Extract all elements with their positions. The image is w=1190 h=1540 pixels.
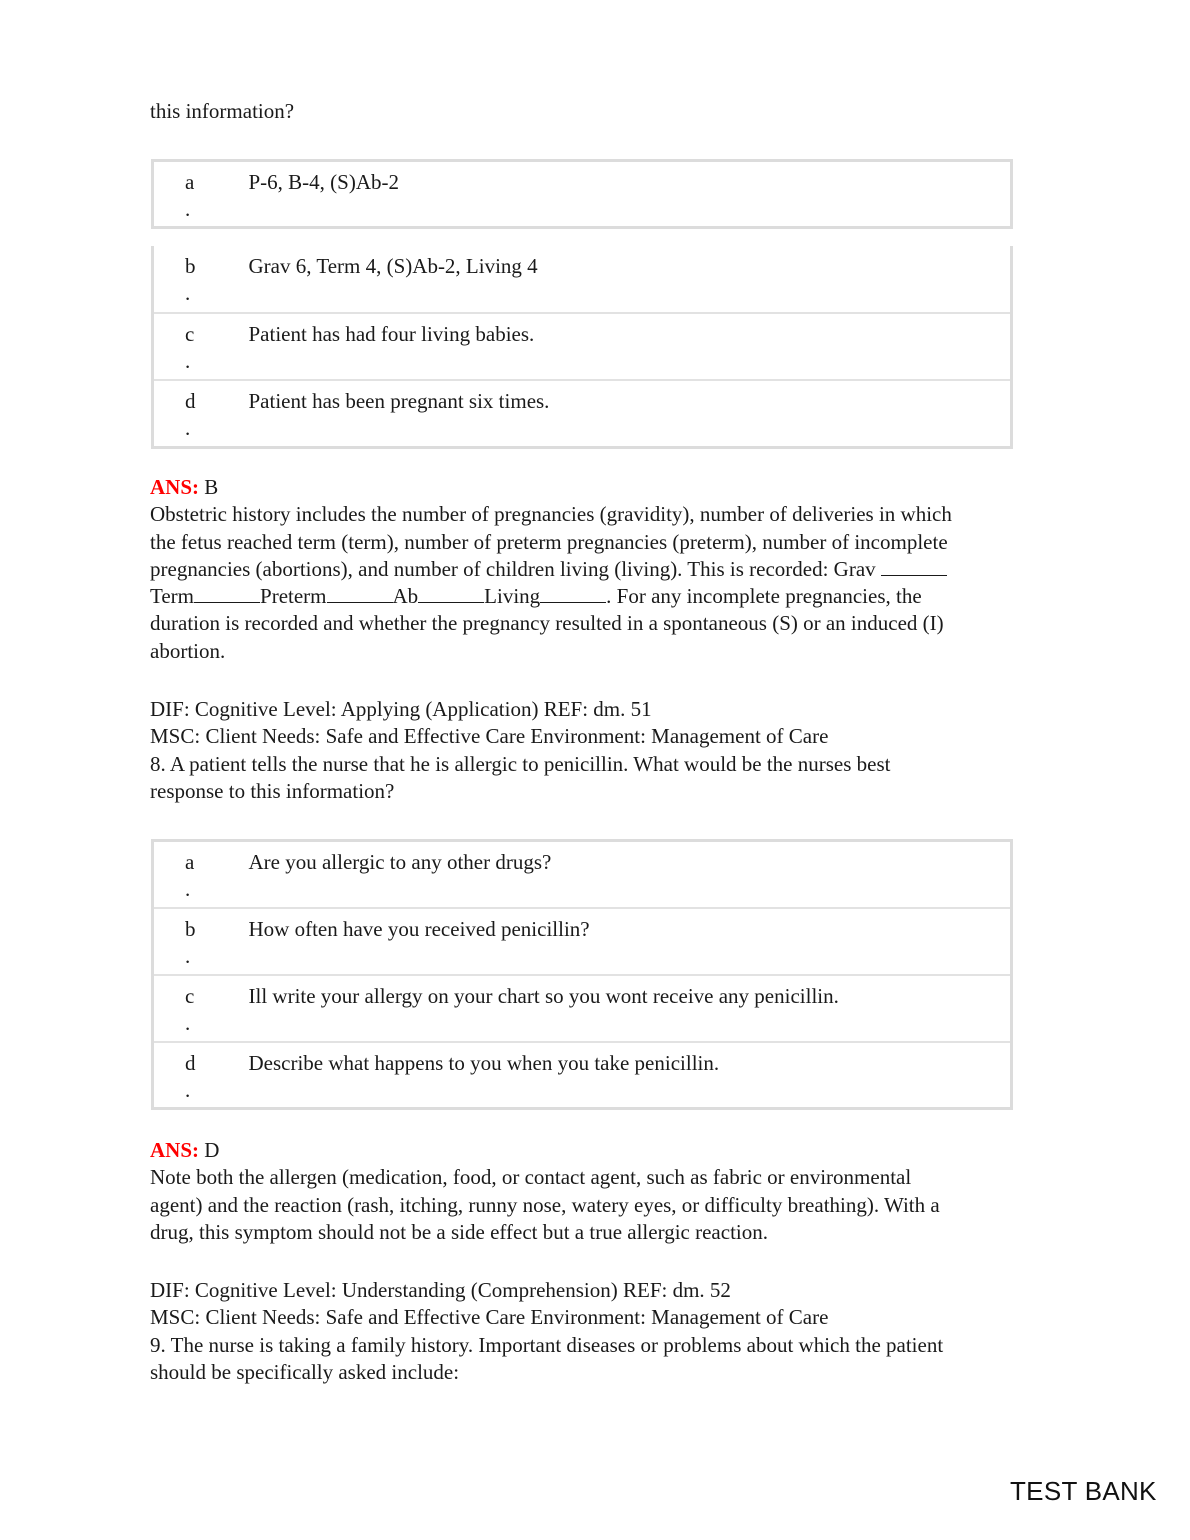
option-letter-dot: . (185, 416, 191, 440)
q8-stem-line1: 8. A patient tells the nurse that he is allergic to penicillin. What would be the nurses best (150, 751, 891, 776)
option-letter-dot: . (185, 281, 191, 305)
answer-label: ANS: (150, 475, 200, 499)
q8-stem-line2: response to this information? (150, 778, 395, 803)
answer-value: B (199, 475, 219, 499)
option-letter: a (185, 170, 195, 194)
q8-answer (150, 1137, 1030, 1164)
option-letter-dot: . (185, 197, 191, 221)
option-letter-dot: . (185, 1077, 191, 1102)
answer-label: ANS: (150, 1138, 200, 1162)
q7-option-d[interactable] (153, 380, 1012, 447)
option-letter: c (185, 322, 195, 346)
rationale-line (150, 556, 1030, 583)
rationale-line: drug, this symptom should not be a side effect but a true allergic reaction. (150, 1219, 768, 1244)
q8-meta-q9-stem (150, 1277, 1030, 1386)
rationale-line: duration is recorded and whether the pregnancy resulted in a spontaneous (S) or an induced (I) (150, 611, 944, 636)
option-letter: b (185, 254, 196, 278)
option-letter-dot: . (185, 1010, 191, 1035)
q7-stem-tail: this information? (150, 99, 295, 123)
rationale-text: Ab (392, 584, 419, 609)
q7-meta-q8-stem (150, 696, 1030, 805)
rationale-line: the fetus reached term (term), number of preterm pregnancies (preterm), number of incomplete (150, 529, 948, 554)
q9-stem-line1: 9. The nurse is taking a family history. Important diseases or problems about which the patient (150, 1332, 944, 1357)
answer-value: D (199, 1138, 220, 1162)
rationale-text: Preterm (260, 584, 327, 609)
q8-options-table (151, 839, 1013, 1110)
q7-answer-block (150, 474, 1030, 665)
option-letter: c (185, 983, 195, 1008)
q7-rationale (150, 501, 1030, 665)
rationale-line: Obstetric history includes the number of pregnancies (gravidity), number of deliveries in which (150, 502, 952, 527)
option-letter-dot: . (185, 943, 191, 968)
option-text: P-6, B-4, (S)Ab-2 (248, 170, 399, 194)
q7-options-table-bcd (151, 246, 1013, 449)
option-text: Patient has been pregnant six times. (219, 380, 1012, 447)
option-letter-dot: . (185, 877, 191, 901)
option-text: How often have you received penicillin? (219, 908, 1012, 975)
option-text: Patient has had four living babies. (219, 313, 1012, 380)
rationale-text: Term (150, 584, 195, 609)
q8-dif: DIF: Cognitive Level: Understanding (Comprehension) REF: dm. 52 (150, 1278, 731, 1302)
option-text: Grav 6, Term 4, (S)Ab-2, Living 4 (248, 254, 538, 278)
rationale-text: . For any incomplete pregnancies, the (606, 584, 922, 609)
q8-msc: MSC: Client Needs: Safe and Effective Care Environment: Management of Care (150, 1305, 829, 1330)
blank-ab (418, 584, 484, 603)
q7-option-b[interactable] (153, 246, 1012, 313)
blank-grav (881, 557, 947, 576)
option-letter: a (185, 850, 195, 874)
q7-msc: MSC: Client Needs: Safe and Effective Care Environment: Management of Care (150, 724, 829, 749)
rationale-line (150, 583, 1030, 610)
rationale-text: Living (484, 584, 541, 609)
rationale-line: abortion. (150, 638, 226, 663)
option-text: Are you allergic to any other drugs? (248, 850, 552, 874)
rationale-line: agent) and the reaction (rash, itching, runny nose, watery eyes, or difficulty breathing). With a (150, 1192, 940, 1217)
option-letter: d (185, 1050, 196, 1075)
rationale-line: Note both the allergen (medication, food, or contact agent, such as fabric or environmental (150, 1165, 912, 1190)
q8-option-b[interactable] (153, 908, 1012, 975)
q8-option-d[interactable] (153, 1042, 1012, 1109)
q7-answer (150, 474, 1030, 501)
q8-option-c[interactable] (153, 975, 1012, 1042)
q7-dif: DIF: Cognitive Level: Applying (Application) REF: dm. 51 (150, 697, 652, 721)
option-letter-dot: . (185, 349, 191, 373)
option-letter: d (185, 389, 196, 413)
q7-option-a[interactable] (153, 161, 1012, 228)
blank-term (194, 584, 260, 603)
test-bank-watermark: TEST BANK (1010, 1476, 1157, 1506)
q9-stem-line2: should be specifically asked include: (150, 1359, 460, 1384)
blank-preterm (327, 584, 393, 603)
option-letter: b (185, 916, 196, 941)
rationale-text: pregnancies (abortions), and number of children living (living). This is recorded: Grav (150, 556, 881, 581)
q7-options-table-a (151, 159, 1013, 229)
option-text: Ill write your allergy on your chart so you wont receive any penicillin. (219, 975, 1012, 1042)
option-text: Describe what happens to you when you take penicillin. (219, 1042, 1012, 1109)
q7-option-c[interactable] (153, 313, 1012, 380)
q8-rationale (150, 1164, 1030, 1246)
q8-answer-block (150, 1137, 1030, 1246)
blank-living (540, 584, 606, 603)
q8-option-a[interactable] (153, 841, 1012, 908)
